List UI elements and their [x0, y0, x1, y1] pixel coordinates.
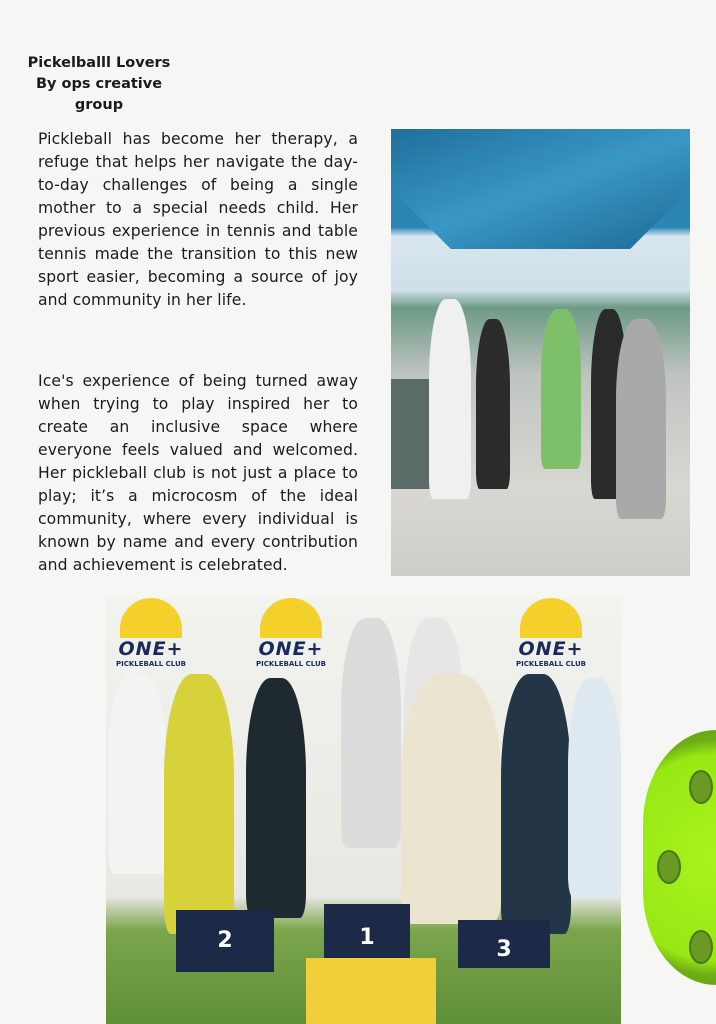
paragraph-1: Pickleball has become her therapy, a refuge that helps her navigate the day-to-day challenges of being a single mother to a special needs child. Her previous experience in tennis and table tennis made the transition to this new sport easier, becoming a source of joy and community in her life. [38, 130, 358, 309]
person [568, 678, 621, 898]
article-title: Pickelballl Lovers [27, 55, 171, 71]
canopy-shade [391, 129, 690, 249]
person [501, 674, 571, 934]
podium-third: 3 [458, 920, 550, 968]
person [108, 674, 166, 874]
club-logo: ONE+ PICKLEBALL CLUB [246, 598, 336, 668]
club-logo: ONE+ PICKLEBALL CLUB [506, 598, 596, 668]
person [476, 319, 510, 489]
podium-first: 1 [324, 904, 410, 972]
yellow-mat [306, 958, 436, 1024]
article-header [14, 53, 184, 116]
podium-second: 2 [176, 910, 274, 972]
club-logo: ONE+ PICKLEBALL CLUB [106, 598, 196, 668]
person [429, 299, 471, 499]
pickleball-icon [643, 730, 716, 985]
person [541, 309, 581, 469]
person [246, 678, 306, 918]
person [616, 319, 666, 519]
article-byline: By ops creative group [35, 76, 163, 113]
photo-podium-winners [106, 598, 621, 1024]
paragraph-2: Ice's experience of being turned away when trying to play inspired her to create an inclusive space where everyone feels valued and welcomed. Her pickleball club is not just a place to play; it’s a microcosm of the ideal community, where every individual is known by name and every contribution and achievement is celebrated. [38, 372, 358, 574]
photo-group-under-canopy [391, 129, 690, 576]
person [401, 674, 501, 924]
person [341, 618, 401, 848]
person [164, 674, 234, 934]
